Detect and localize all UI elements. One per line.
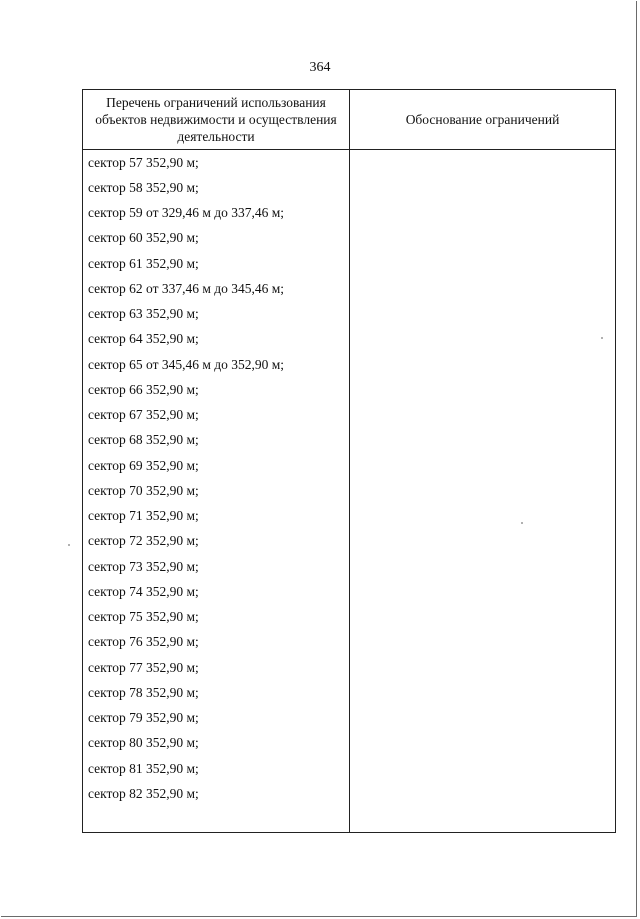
table-fill-row xyxy=(83,807,616,833)
restriction-cell: сектор 63 352,90 м; xyxy=(83,302,350,327)
restriction-cell: сектор 75 352,90 м; xyxy=(83,605,350,630)
basis-cell xyxy=(350,175,616,200)
basis-cell xyxy=(350,605,616,630)
restriction-cell: сектор 66 352,90 м; xyxy=(83,377,350,402)
table-row xyxy=(83,504,616,529)
table-row xyxy=(83,201,616,226)
page-number: 364 xyxy=(309,60,331,75)
table-row xyxy=(83,605,616,630)
table-body xyxy=(83,150,616,833)
table-row xyxy=(83,150,616,176)
basis-cell xyxy=(350,453,616,478)
restriction-cell: сектор 74 352,90 м; xyxy=(83,579,350,604)
basis-cell xyxy=(350,327,616,352)
basis-cell xyxy=(350,731,616,756)
table-row xyxy=(83,428,616,453)
restriction-cell: сектор 77 352,90 м; xyxy=(83,655,350,680)
restriction-cell: сектор 71 352,90 м; xyxy=(83,504,350,529)
empty-cell xyxy=(350,807,616,833)
restriction-cell: сектор 73 352,90 м; xyxy=(83,554,350,579)
basis-cell xyxy=(350,251,616,276)
table-row xyxy=(83,680,616,705)
restriction-cell: сектор 60 352,90 м; xyxy=(83,226,350,251)
restriction-cell: сектор 59 от 329,46 м до 337,46 м; xyxy=(83,201,350,226)
restriction-cell: сектор 62 от 337,46 м до 345,46 м; xyxy=(83,276,350,301)
basis-cell xyxy=(350,377,616,402)
table-row xyxy=(83,731,616,756)
basis-cell xyxy=(350,529,616,554)
basis-cell xyxy=(350,352,616,377)
basis-cell xyxy=(350,226,616,251)
restriction-cell: сектор 70 352,90 м; xyxy=(83,478,350,503)
table-row xyxy=(83,352,616,377)
restriction-cell: сектор 82 352,90 м; xyxy=(83,781,350,806)
restriction-cell: сектор 67 352,90 м; xyxy=(83,403,350,428)
basis-cell xyxy=(350,504,616,529)
table-row xyxy=(83,403,616,428)
restriction-cell: сектор 64 352,90 м; xyxy=(83,327,350,352)
restriction-cell: сектор 79 352,90 м; xyxy=(83,706,350,731)
restriction-cell: сектор 81 352,90 м; xyxy=(83,756,350,781)
basis-cell xyxy=(350,428,616,453)
table-row xyxy=(83,226,616,251)
table-row xyxy=(83,781,616,806)
header-restrictions-list: Перечень ограничений использования объектов недвижимости и осуществления деятельности xyxy=(83,90,350,150)
scan-speck xyxy=(521,522,523,524)
restriction-cell: сектор 65 от 345,46 м до 352,90 м; xyxy=(83,352,350,377)
scan-speck xyxy=(68,544,70,546)
table-row xyxy=(83,175,616,200)
basis-cell xyxy=(350,706,616,731)
table-row xyxy=(83,706,616,731)
table-row xyxy=(83,251,616,276)
restriction-cell: сектор 57 352,90 м; xyxy=(83,150,350,176)
basis-cell xyxy=(350,680,616,705)
basis-cell xyxy=(350,781,616,806)
table-row xyxy=(83,453,616,478)
table-header-row xyxy=(83,90,616,150)
basis-cell xyxy=(350,630,616,655)
basis-cell xyxy=(350,655,616,680)
table-row xyxy=(83,554,616,579)
table-row xyxy=(83,579,616,604)
table-row xyxy=(83,377,616,402)
restrictions-table xyxy=(82,89,616,833)
empty-cell xyxy=(83,807,350,833)
basis-cell xyxy=(350,276,616,301)
table-row xyxy=(83,302,616,327)
restriction-cell: сектор 68 352,90 м; xyxy=(83,428,350,453)
restriction-cell: сектор 80 352,90 м; xyxy=(83,731,350,756)
table-row xyxy=(83,655,616,680)
basis-cell xyxy=(350,403,616,428)
basis-cell xyxy=(350,302,616,327)
restriction-cell: сектор 58 352,90 м; xyxy=(83,175,350,200)
table-row xyxy=(83,529,616,554)
restriction-cell: сектор 61 352,90 м; xyxy=(83,251,350,276)
table-row xyxy=(83,478,616,503)
basis-cell xyxy=(350,150,616,176)
restriction-cell: сектор 69 352,90 м; xyxy=(83,453,350,478)
table-row xyxy=(83,630,616,655)
basis-cell xyxy=(350,756,616,781)
restriction-cell: сектор 76 352,90 м; xyxy=(83,630,350,655)
restriction-cell: сектор 78 352,90 м; xyxy=(83,680,350,705)
header-restrictions-basis: Обоснование ограничений xyxy=(350,90,616,150)
scan-speck xyxy=(601,337,603,339)
basis-cell xyxy=(350,478,616,503)
table-row xyxy=(83,327,616,352)
table-row xyxy=(83,756,616,781)
basis-cell xyxy=(350,554,616,579)
basis-cell xyxy=(350,201,616,226)
table-row xyxy=(83,276,616,301)
basis-cell xyxy=(350,579,616,604)
restriction-cell: сектор 72 352,90 м; xyxy=(83,529,350,554)
